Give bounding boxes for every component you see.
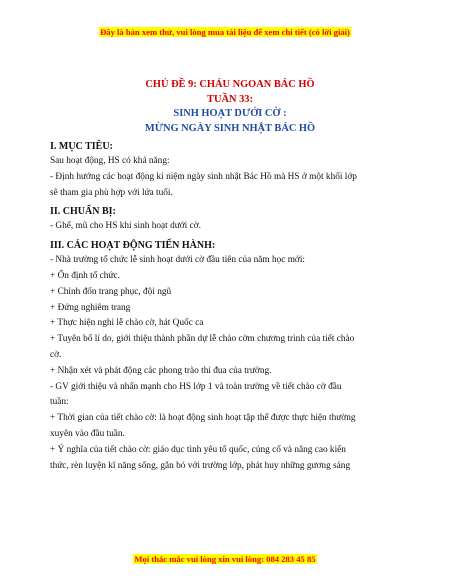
paragraph-line: + Thực hiện nghi lễ chào cờ, hát Quốc ca (50, 318, 204, 329)
paragraph-line: + Chỉnh đốn trang phục, đội ngũ (50, 286, 172, 297)
paragraph-line: + Nhận xét và phát động các phong trào thi đua của trường. (50, 365, 272, 376)
theme-title: MỪNG NGÀY SINH NHẬT BÁC HỒ (144, 122, 316, 134)
paragraph-line: - Nhà trường tổ chức lễ sinh hoạt dưới cờ đầu tiên của năm học mới: (50, 255, 306, 266)
paragraph-line: tuần: (50, 397, 69, 408)
paragraph-line: + Ổn định tổ chức. (50, 270, 120, 281)
preview-banner-text: Đây là bản xem thử, vui lòng mua tài liệu để xem chi tiết (có lời giải) (100, 27, 350, 37)
paragraph-line: + Thời gian của tiết chào cờ: là hoạt động sinh hoạt tập thể được thực hiện thường (50, 413, 356, 424)
activity-title: SINH HOẠT DƯỚI CỜ : (173, 108, 287, 119)
paragraph-line: - GV giới thiệu và nhấn mạnh cho HS lớp 1 và toàn trường về tiết chào cờ đầu (50, 381, 342, 392)
contact-banner (0, 554, 450, 564)
week-title: TUẦN 33: (207, 93, 253, 105)
section-heading-objectives: I. MỤC TIÊU: (50, 141, 113, 152)
paragraph-line: sẽ tham gia phù hợp với lứa tuổi. (50, 187, 173, 198)
paragraph-line: xuyên vào đầu tuần. (50, 428, 125, 439)
paragraph-line: - Ghế, mũ cho HS khi sinh hoạt dưới cờ. (50, 221, 201, 232)
paragraph-line: cờ. (50, 349, 62, 360)
paragraph-line: - Định hướng các hoạt động kỉ niệm ngày sinh nhật Bác Hồ mà HS ở một khối lớp (50, 171, 357, 182)
paragraph-line: + Đứng nghiêm trang (50, 302, 131, 313)
document-body (50, 78, 410, 474)
paragraph-line: Sau hoạt động, HS có khả năng: (50, 156, 170, 166)
section-heading-activities: III. CÁC HOẠT ĐỘNG TIẾN HÀNH: (50, 240, 216, 252)
paragraph-line: thức, rèn luyện kĩ năng sống, gắn bó với trường lớp, phát huy những gương sáng (50, 460, 351, 471)
section-heading-preparation: II. CHUẨN BỊ: (50, 206, 116, 218)
preview-banner (0, 27, 450, 37)
topic-title: CHỦ ĐỀ 9: CHÁU NGOAN BÁC HỒ (145, 79, 315, 90)
paragraph-line: + Tuyên bố lí do, giới thiệu thành phần dự lễ chào cờm chương trình của tiết chào (50, 334, 355, 345)
paragraph-line: + Ý nghĩa của tiết chào cờ: giáo dục tình yêu tổ quốc, củng cố và nâng cao kiến (50, 444, 346, 455)
contact-banner-text: Mọi thắc mắc vui lòng xin vui lòng: 084 283 45 85 (134, 554, 316, 564)
